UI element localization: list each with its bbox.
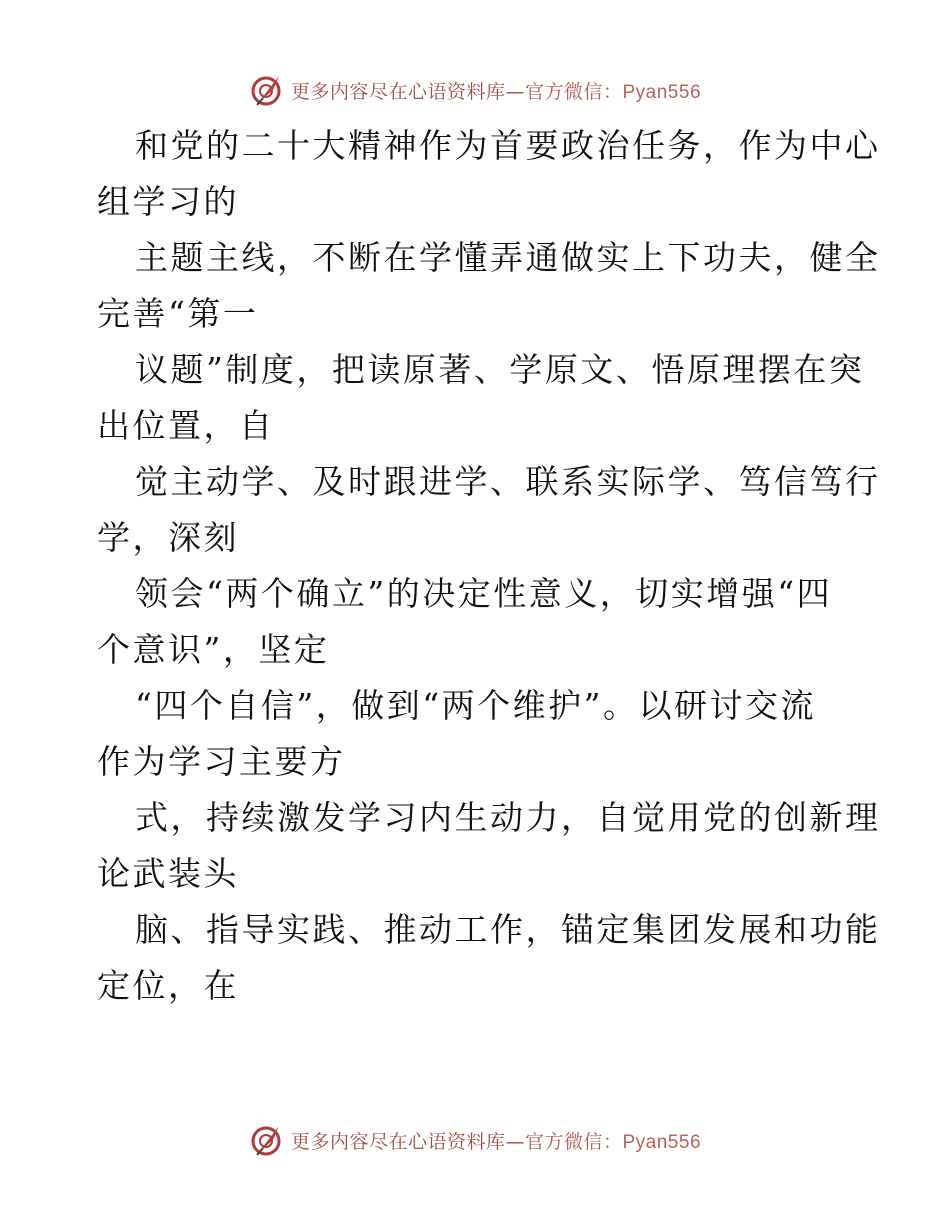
header-banner [0, 70, 950, 110]
header-wechat-id: Pyan556 [622, 81, 702, 103]
body-line: 脑、指导实践、推动工作，锚定集团发展和功能 [135, 910, 881, 949]
header-banner-text [291, 77, 701, 104]
body-line: 作为学习主要方 [97, 742, 346, 781]
body-line: 出位置，自 [97, 406, 275, 445]
footer-wechat-id: Pyan556 [622, 1131, 702, 1153]
body-line: 个意识”，坚定 [97, 630, 330, 669]
body-line: “四个自信”，做到“两个维护”。以研讨交流 [135, 686, 816, 725]
document-body [97, 118, 881, 1014]
body-line: 定位，在 [97, 966, 239, 1005]
footer-site-name: 更多内容尽在心语资料库 [290, 1130, 506, 1153]
footer-banner [0, 1120, 950, 1160]
body-line: 组学习的 [97, 182, 239, 221]
body-line: 议题”制度，把读原著、学原文、悟原理摆在突 [135, 350, 865, 389]
footer-wechat-label: 官方微信： [524, 1130, 623, 1153]
body-line: 领会“两个确立”的决定性意义，切实增强“四 [135, 574, 833, 613]
header-site-name: 更多内容尽在心语资料库 [290, 80, 506, 103]
header-wechat-label: 官方微信： [524, 80, 623, 103]
body-line: 论武装头 [97, 854, 239, 893]
body-line: 学，深刻 [97, 518, 239, 557]
footer-separator: — [505, 1130, 525, 1153]
body-line: 和党的二十大精神作为首要政治任务，作为中心 [135, 126, 881, 165]
quill-logo-icon [249, 1122, 285, 1158]
body-line: 主题主线，不断在学懂弄通做实上下功夫，健全 [135, 238, 881, 277]
body-line: 完善“第一 [97, 294, 259, 333]
body-line: 觉主动学、及时跟进学、联系实际学、笃信笃行 [135, 462, 881, 501]
quill-logo-icon [249, 72, 285, 108]
body-line: 式，持续激发学习内生动力，自觉用党的创新理 [135, 798, 881, 837]
header-separator: — [505, 80, 525, 103]
footer-banner-text [291, 1127, 701, 1154]
